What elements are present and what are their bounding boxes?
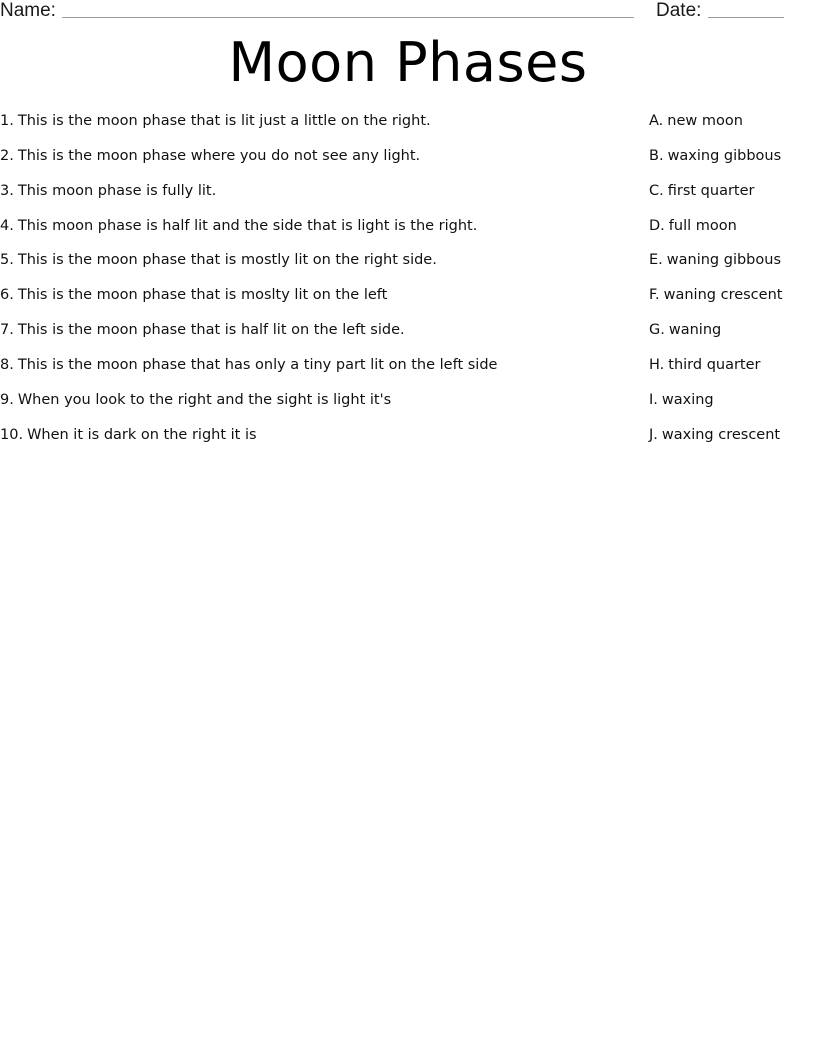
question-text: This moon phase is fully lit. — [17, 182, 217, 199]
question-number: 1. — [0, 113, 14, 129]
question-item — [0, 110, 620, 145]
answer-letter: I. — [649, 391, 658, 408]
answer-bank — [649, 110, 814, 458]
answer-item — [649, 424, 814, 459]
question-number: 4. — [0, 217, 14, 234]
question-item — [0, 354, 620, 389]
answer-letter: H. — [649, 356, 665, 373]
answer-letter: F. — [649, 287, 660, 304]
answer-text: full moon — [668, 217, 737, 234]
question-list — [0, 110, 620, 458]
question-item — [0, 424, 620, 459]
date-label: Date: — [656, 0, 702, 21]
answer-text: third quarter — [668, 356, 761, 373]
answer-letter: G. — [649, 322, 665, 339]
answer-item — [649, 319, 814, 354]
answer-letter: A. — [649, 113, 664, 129]
question-item — [0, 180, 620, 215]
question-text: This is the moon phase that is lit just a little on the right. — [17, 113, 431, 129]
question-number: 2. — [0, 147, 14, 164]
answer-item — [649, 284, 814, 319]
name-label: Name: — [0, 0, 56, 21]
question-item — [0, 215, 620, 250]
answer-item — [649, 180, 814, 215]
page-title: Moon Phases — [228, 31, 588, 94]
answer-text: waxing gibbous — [667, 147, 782, 164]
answer-item — [649, 389, 814, 424]
question-text: This moon phase is half lit and the side that is light is the right. — [17, 217, 478, 234]
question-item — [0, 319, 620, 354]
answer-letter: J. — [649, 426, 658, 443]
question-text: When you look to the right and the sight is light it's — [17, 391, 392, 408]
question-text: This is the moon phase that has only a tiny part lit on the left side — [17, 356, 498, 373]
answer-text: first quarter — [667, 182, 755, 199]
question-number: 7. — [0, 322, 14, 339]
answer-text: waning — [668, 322, 722, 339]
question-text: This is the moon phase that is moslty lit on the left — [17, 287, 388, 304]
worksheet-header — [0, 0, 816, 24]
question-text: This is the moon phase where you do not see any light. — [17, 147, 421, 164]
answer-text: waning crescent — [663, 287, 783, 304]
answer-item — [649, 110, 814, 145]
question-number: 3. — [0, 182, 14, 199]
question-item — [0, 284, 620, 319]
answer-letter: B. — [649, 147, 664, 164]
date-blank-line — [708, 17, 784, 18]
question-item — [0, 389, 620, 424]
question-item — [0, 145, 620, 180]
answer-text: new moon — [667, 113, 743, 129]
question-number: 6. — [0, 287, 14, 304]
name-blank-line — [62, 17, 634, 18]
question-number: 9. — [0, 391, 14, 408]
question-number: 8. — [0, 356, 14, 373]
question-number: 10. — [0, 426, 24, 443]
answer-letter: E. — [649, 252, 663, 269]
answer-item — [649, 249, 814, 284]
answer-item — [649, 215, 814, 250]
question-item — [0, 249, 620, 284]
answer-item — [649, 354, 814, 389]
answer-item — [649, 145, 814, 180]
question-number: 5. — [0, 252, 14, 269]
answer-text: waxing — [661, 391, 714, 408]
answer-text: waning gibbous — [666, 252, 782, 269]
question-text: This is the moon phase that is mostly lit on the right side. — [17, 252, 437, 269]
answer-text: waxing crescent — [661, 426, 781, 443]
question-text: When it is dark on the right it is — [27, 426, 257, 443]
answer-letter: D. — [649, 217, 665, 234]
answer-letter: C. — [649, 182, 664, 199]
question-text: This is the moon phase that is half lit on the left side. — [17, 322, 405, 339]
